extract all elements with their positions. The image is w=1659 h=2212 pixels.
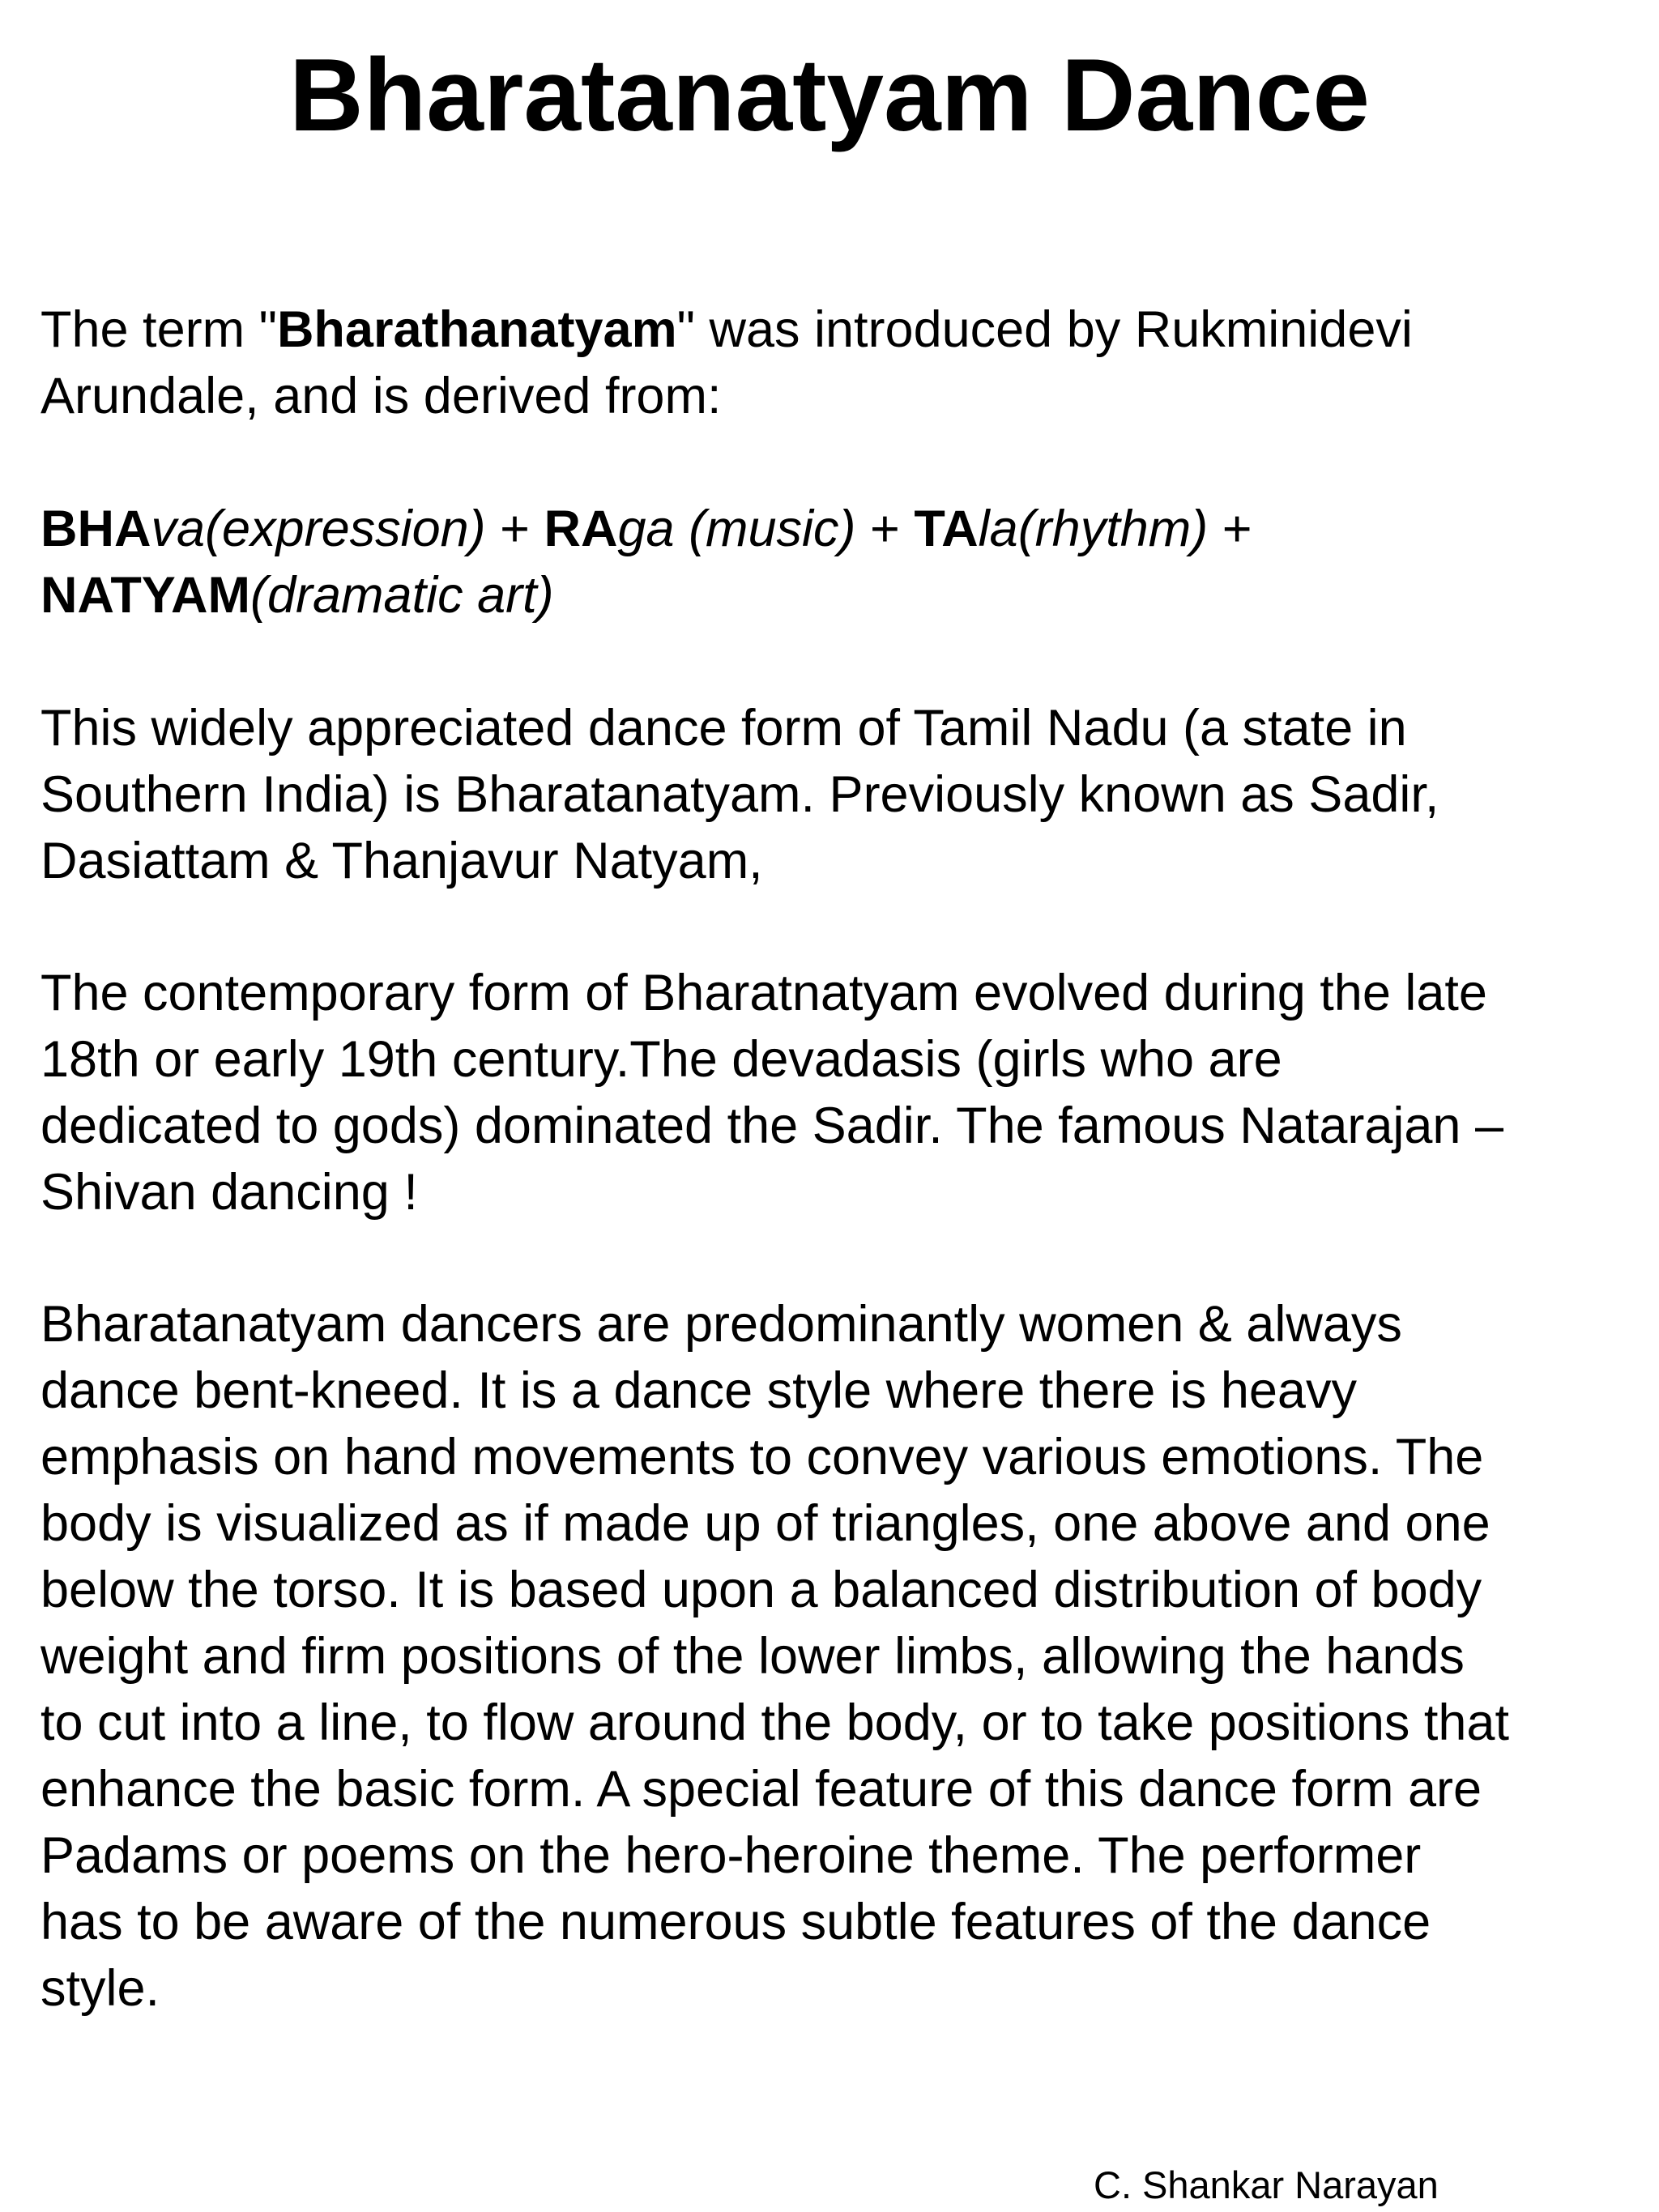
text-line: Shivan dancing ! [41,1164,418,1221]
intro-line-2: Arundale, and is derived from: [41,368,722,424]
text-line: 18th or early 19th century.The devadasis (girls who are [41,1031,1282,1088]
text-line: has to be aware of the numerous subtle features of the dance [41,1894,1431,1950]
derivation-bha: BHA [41,501,151,557]
text-line: Bharatanatyam dancers are predominantly women & always [41,1296,1402,1353]
history-paragraph [41,695,1653,894]
page-title: Bharatanatyam Dance [288,37,1371,152]
text-line: to cut into a line, to flow around the body, or to take positions that [41,1694,1509,1751]
text-line: The contemporary form of Bharatnatyam evolved during the late [41,965,1487,1021]
text-line: weight and firm positions of the lower limbs, allowing the hands [41,1628,1465,1685]
style-paragraph [41,1291,1653,2022]
text-line: emphasis on hand movements to convey various emotions. The [41,1429,1484,1485]
author-signature: C. Shankar Narayan [1094,2163,1439,2206]
derivation-line-1: BHAva(expression) + RAga (music) + TAla(rhythm) + [41,501,1252,557]
derivation-line-2: NATYAM(dramatic art) [41,567,554,624]
text-line: enhance the basic form. A special feature of this dance form are [41,1761,1482,1818]
text-line: dedicated to gods) dominated the Sadir. The famous Natarajan – [41,1097,1503,1154]
intro-line-1: The term "Bharathanatyam" was introduced by Rukminidevi [41,301,1413,358]
text-line: below the torso. It is based upon a balanced distribution of body [41,1562,1482,1618]
text-line: Dasiattam & Thanjavur Natyam, [41,833,763,889]
contemporary-paragraph [41,960,1653,1225]
derivation-paragraph [41,496,1653,629]
derivation-ra: RA [544,501,618,557]
derivation-ta: TA [914,501,979,557]
intro-paragraph [41,296,1653,429]
term-bharathanatyam: Bharathanatyam [276,301,677,358]
text-line: dance bent-kneed. It is a dance style where there is heavy [41,1362,1357,1419]
text-line: This widely appreciated dance form of Tamil Nadu (a state in [41,700,1407,757]
text-line: style. [41,1960,160,2017]
text-line: body is visualized as if made up of triangles, one above and one [41,1495,1491,1552]
derivation-natyam: NATYAM [41,567,251,624]
text-line: Padams or poems on the hero-heroine theme. The performer [41,1827,1422,1884]
text-line: Southern India) is Bharatanatyam. Previously known as Sadir, [41,766,1439,823]
